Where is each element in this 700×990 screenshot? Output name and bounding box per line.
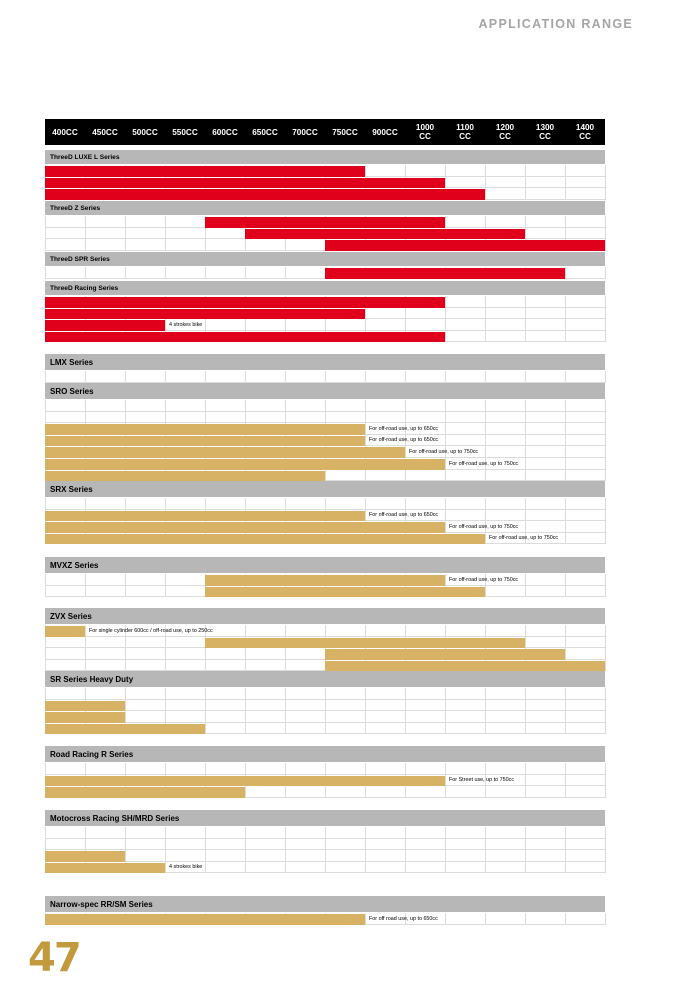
application-bar	[45, 787, 245, 798]
grid-line	[285, 688, 286, 734]
application-bar	[325, 649, 565, 660]
grid-line	[45, 216, 46, 251]
grid-line	[125, 216, 126, 251]
application-bar	[45, 534, 485, 545]
grid-line	[45, 422, 605, 423]
grid-line	[45, 861, 605, 862]
application-bar	[45, 724, 205, 735]
grid-line	[485, 498, 486, 544]
grid-line	[165, 827, 166, 873]
application-bar	[245, 229, 525, 240]
row-note: For off-road use, up to 750cc	[449, 460, 519, 467]
row-note: For off road use, up to 650cc	[369, 915, 438, 922]
grid-line	[605, 371, 606, 383]
grid-line	[205, 688, 206, 734]
grid-line	[605, 574, 606, 597]
grid-line	[605, 400, 606, 481]
series-band: Road Racing R Series	[45, 746, 605, 762]
column-header: 1400 CC	[575, 123, 595, 141]
application-bar	[45, 447, 405, 458]
application-bar	[45, 701, 125, 712]
grid-line	[565, 688, 566, 734]
grid-line	[525, 688, 526, 734]
grid-line	[325, 827, 326, 873]
row-note: For Street use, up to 750cc	[449, 777, 515, 784]
column-header: 600CC	[212, 127, 238, 137]
grid-line	[525, 574, 526, 597]
grid-line	[605, 688, 606, 734]
grid-line	[45, 774, 605, 775]
grid-line	[165, 574, 166, 597]
grid-line	[445, 688, 446, 734]
application-bar	[205, 587, 485, 598]
grid-line	[45, 574, 46, 597]
column-header: 1100 CC	[456, 123, 474, 141]
column-header: 1300 CC	[535, 123, 555, 141]
grid-line	[605, 827, 606, 873]
application-bar	[45, 776, 445, 787]
series-band: ThreeD LUXE L Series	[45, 150, 605, 164]
grid-line	[445, 763, 446, 798]
grid-line	[485, 296, 486, 342]
row-note: For off-road use, up to 750cc	[449, 576, 519, 583]
application-bar	[45, 309, 365, 320]
grid-line	[605, 763, 606, 798]
grid-line	[565, 296, 566, 342]
grid-line	[45, 722, 605, 723]
application-bar	[45, 189, 485, 200]
series-band: SRX Series	[45, 481, 605, 497]
grid-line	[45, 838, 605, 839]
grid-line	[605, 267, 606, 279]
grid-line	[245, 688, 246, 734]
application-bar	[205, 575, 445, 586]
series-band: Narrow-spec RR/SM Series	[45, 896, 605, 912]
page-title: APPLICATION RANGE	[478, 17, 633, 31]
grid-line	[525, 763, 526, 798]
grid-line	[45, 509, 605, 510]
application-bar	[45, 522, 445, 533]
grid-line	[165, 216, 166, 251]
grid-line	[405, 827, 406, 873]
grid-line	[565, 763, 566, 798]
column-header: 500CC	[132, 127, 158, 137]
grid-line	[485, 827, 486, 873]
grid-line	[85, 216, 86, 251]
grid-line	[525, 296, 526, 342]
row-note: For off-road use, up to 650cc	[369, 437, 439, 444]
application-bar	[45, 332, 445, 343]
series-band: SRO Series	[45, 383, 605, 399]
grid-line	[245, 625, 246, 671]
application-bar	[45, 424, 365, 435]
series-band: MVXZ Series	[45, 557, 605, 573]
application-bar	[45, 436, 365, 447]
grid-line	[565, 827, 566, 873]
grid-line	[285, 625, 286, 671]
column-header: 450CC	[92, 127, 118, 137]
grid-line	[605, 216, 606, 251]
application-bar	[45, 459, 445, 470]
grid-line	[285, 827, 286, 873]
grid-line	[125, 574, 126, 597]
series-band: ZVX Series	[45, 608, 605, 624]
application-bar	[45, 914, 365, 925]
row-note: For off-road use, up to 750cc	[409, 448, 479, 455]
grid-line	[85, 574, 86, 597]
column-header: 1000 CC	[415, 123, 435, 141]
series-band: ThreeD SPR Series	[45, 252, 605, 266]
row-note: For off-road use, up to 650cc	[369, 425, 439, 432]
grid-line	[365, 827, 366, 873]
application-bar	[45, 166, 365, 177]
application-bar	[45, 320, 165, 331]
grid-line	[605, 498, 606, 544]
grid-line	[365, 688, 366, 734]
grid-line	[485, 688, 486, 734]
grid-line	[405, 688, 406, 734]
grid-line	[605, 913, 606, 925]
column-header: 400CC	[52, 127, 78, 137]
column-header: 550CC	[172, 127, 198, 137]
application-bar	[45, 626, 85, 637]
grid-line	[605, 625, 606, 671]
application-bar	[205, 638, 525, 649]
grid-line	[605, 165, 606, 200]
row-note: For single cylinder 600cc / off-road use, up to 250cc	[89, 627, 213, 634]
grid-line	[565, 165, 566, 200]
row-note: For off-road use, up to 750cc	[449, 523, 519, 530]
application-bar	[45, 863, 165, 874]
application-bar	[325, 240, 605, 251]
application-bar	[45, 471, 325, 482]
grid-line	[45, 699, 605, 700]
grid-line	[445, 827, 446, 873]
series-band: ThreeD Z Series	[45, 201, 605, 215]
grid-line	[45, 710, 605, 711]
grid-line	[325, 688, 326, 734]
application-bar	[45, 851, 125, 862]
grid-line	[45, 849, 605, 850]
column-header: 700CC	[292, 127, 318, 137]
application-bar	[45, 297, 445, 308]
page-number: 47	[28, 935, 80, 981]
application-bar	[325, 661, 605, 672]
series-band: SR Series Heavy Duty	[45, 671, 605, 687]
row-note: For off-road use, up to 750cc	[489, 535, 559, 542]
grid-line	[245, 827, 246, 873]
column-header: 750CC	[332, 127, 358, 137]
series-band: Motocross Racing SH/MRD Series	[45, 810, 605, 826]
grid-line	[525, 827, 526, 873]
grid-line	[525, 165, 526, 200]
application-bar	[325, 268, 565, 279]
column-header: 650CC	[252, 127, 278, 137]
grid-line	[85, 625, 86, 671]
application-bar	[45, 511, 365, 522]
grid-line	[45, 636, 605, 637]
application-bar	[45, 712, 125, 723]
series-band: ThreeD Racing Series	[45, 281, 605, 295]
grid-line	[565, 498, 566, 544]
column-header: 900CC	[372, 127, 398, 137]
application-bar	[205, 217, 445, 228]
grid-line	[205, 827, 206, 873]
application-bar	[45, 178, 445, 189]
grid-line	[485, 165, 486, 200]
grid-line	[605, 296, 606, 342]
row-note: 4 strokes bike	[169, 864, 203, 871]
grid-line	[45, 411, 605, 412]
grid-line	[445, 296, 446, 342]
column-header: 1200 CC	[495, 123, 515, 141]
row-note: 4 strokes bike	[169, 321, 203, 328]
grid-line	[565, 574, 566, 597]
row-note: For off-road use, up to 650cc	[369, 512, 439, 519]
series-band: LMX Series	[45, 354, 605, 370]
